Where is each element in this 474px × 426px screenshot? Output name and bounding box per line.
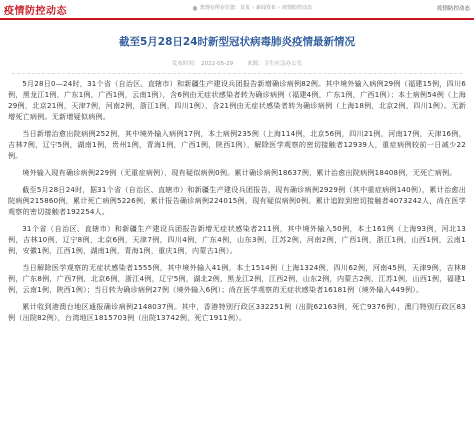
breadcrumb-separator: › <box>252 4 255 11</box>
section-title: 疫情防控动态 <box>4 5 67 17</box>
publish-date: 发布时间： 2022-05-29 <box>171 61 234 67</box>
home-icon <box>192 5 198 11</box>
breadcrumb-separator: › <box>278 4 281 11</box>
top-category-link[interactable]: 疫情防控动态 <box>436 6 470 12</box>
paragraph: 当日解除医学观察的无症状感染者1555例，其中境外输入41例，本土1514例（上海1324例，四川62例，河南45例，天津9例，吉林8例，广东8例，广西7例，北京6例，浙江4例，辽宁5例，湖北2例，黑龙江2例，江西2例，山东2例，内蒙古2例，江苏1例，山西1例，福建1例，云南1例，陕西1例）；当日转为确诊病例27例（境外输入6例）；尚在医学观察的无症状感染者16181例（境外输入449例）。 <box>8 263 466 294</box>
paragraph: 当日新增治愈出院病例252例，其中境外输入病例17例，本土病例235例（上海114例，北京56例，四川21例，河南17例，天津16例，吉林7例，辽宁5例，湖南1例，贵州1例，青海1例，广西1例，陕西1例），解除医学观察的密切接触者12939人，重症病例较前一日减少22例。 <box>8 129 466 160</box>
breadcrumb-current-link[interactable]: 疫情防控动态 <box>282 5 313 11</box>
article-body <box>8 78 466 323</box>
paragraph: 5月28日0—24时，31个省（自治区、直辖市）和新疆生产建设兵团报告新增确诊病例82例。其中境外输入病例29例（福建15例，四川6例，黑龙江1例，广东1例，广西1例，云南1例），含6例由无症状感染者转为确诊病例（福建4例，广东1例，广西1例）；本土病例54例（上海29例，北京21例，天津7例，河南2例，浙江1例，四川1例），含21例由无症状感染者转为确诊病例（上海18例，北京2例，四川1例）。无新增死亡病例。无新增疑似病例。 <box>8 79 466 121</box>
site-header <box>0 0 474 20</box>
breadcrumb-home-link[interactable]: 首页 <box>240 5 251 11</box>
breadcrumb <box>192 4 312 11</box>
divider <box>12 73 462 74</box>
paragraph: 境外输入现有确诊病例229例（无重症病例），现有疑似病例0例。累计确诊病例18637例，累计治愈出院病例18408例，无死亡病例。 <box>22 168 457 177</box>
article-source: 来源：卫生应急办公室 <box>247 61 303 67</box>
paragraph: 31个省（自治区、直辖市）和新疆生产建设兵团报告新增无症状感染者211例，其中境外输入50例，本土161例（上海93例，河北13例，吉林10例，辽宁8例，北京6例，天津7例，四川4例，广东4例，山东3例，江苏2例，河南2例，广西1例，浙江1例，山西1例，云南1例，安徽1例，江西1例，湖南1例，青海1例，重庆1例，内蒙古1例）。 <box>8 224 466 255</box>
paragraph: 截至5月28日24时，据31个省（自治区、直辖市）和新疆生产建设兵团报告，现有确诊病例2929例（其中重症病例140例），累计治愈出院病例215860例，累计死亡病例5226例，累计报告确诊病例224015例，现有疑似病例0例。累计追踪到密切接触者4073242人，尚在医学观察的密切接触者192254人。 <box>8 185 466 216</box>
breadcrumb-prefix: 您现在所在位置： <box>200 5 241 11</box>
article <box>0 34 474 323</box>
article-title: 截至5月28日24时新型冠状病毒肺炎疫情最新情况 <box>118 36 356 48</box>
paragraph: 累计收到港澳台地区通报确诊病例2148037例。其中，香港特别行政区332251例（出院62163例，死亡9376例），澳门特别行政区83例（出院82例），台湾地区1815703例（出院13742例，死亡1911例）。 <box>8 302 466 322</box>
article-meta <box>8 59 466 67</box>
breadcrumb-news-link[interactable]: 新闻发布 <box>256 5 277 11</box>
